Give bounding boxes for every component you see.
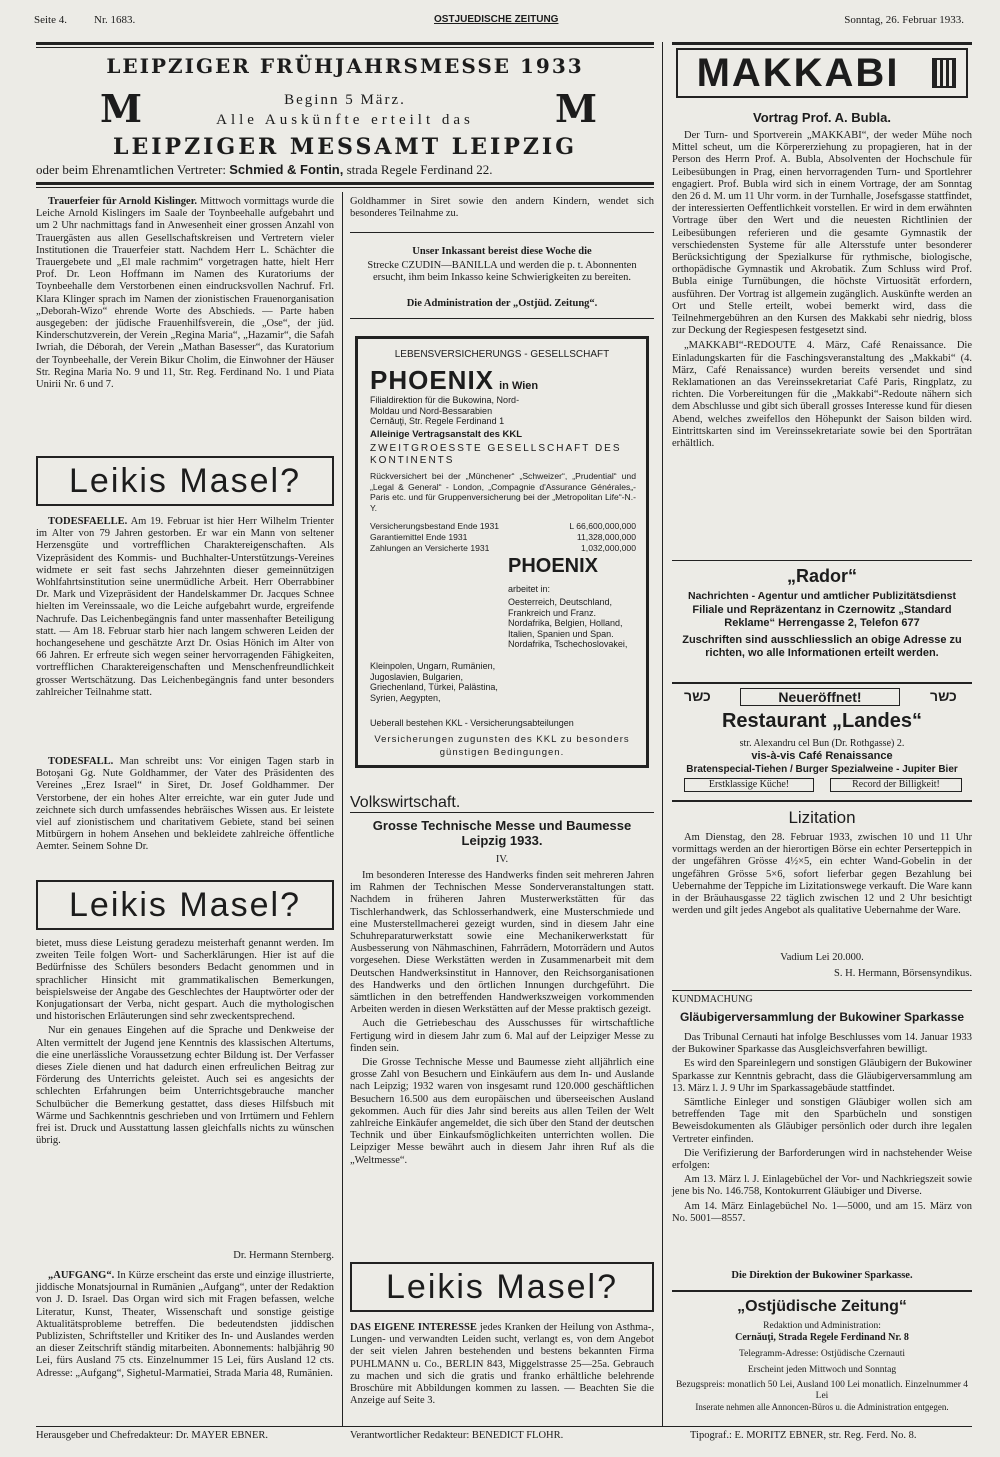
messe-p2: Auch die Getriebeschau des Ausschusses für wirtschaftliche Fertigung wird in diesem Jahr zum 6. Mal auf der Leipziger Messe zu finden sein.: [350, 1018, 654, 1054]
messe-vertreter: [36, 162, 656, 178]
messe-p3: Die Grosse Technische Messe und Baumesse zieht alljährlich eine grosse Zahl von Besuchern und Einkäufern aus dem In- und Auslande nach Leipzig; 1932 waren von insgesamt rund 120.000 geschäftlichen Besuchern 16.500 aus dem europäischen und überseeischen Ausland gekommen. Auch für dies Jahr sind bereits aus allen Teilen der Welt zahlreiche Einkäufer angemeldet, die sich über den Stand der deutschen Technik und über Einkaufsmöglichkeiten unterrichten wollen. Die Leipziger Messe bewährt auch in diesem Jahr ihren Ruf als die „Weltmesse“.: [350, 1057, 654, 1166]
footer-editor: Verantwortlicher Redakteur: BENEDICT FLOHR.: [350, 1430, 564, 1441]
makkabi-p1: Der Turn- und Sportverein „MAKKABI“, der weder Mühe noch Mittel scheut, um die Körpererziehung zu propagieren, hat in der Person des Herrn Prof. A. Bubla, Absolventen der Hochschule für Leibesübungen in Prag, einen hervorragenden Turn- und Sportlehrer engagiert. Prof. Bubla wird sich in einem Vortrage, der am Sonntag den 26 d. M. um 11 Uhr vorm. in der Turnhalle, Josefsgasse stattfindet, der interessierten Oeffentlichkeit vorstellen. Er wird in dem erwähnten Vortrage über den Wert und die neuesten Richtlinien der Leibesübungen referieren und die gesamte Gymnastik der verschiedensten Systeme für alle Altersstufe unter besonderer Berücksichtigung der Spezialkurse für rythmische, biologische, orthopädische Gymnastik und Akrobatik. Zum Schluss wird Prof. Bubla einige Turnübungen, die höchste Virtuosität erfordern, ausführen. Der Vortrag ist allgemein zugänglich. Auskünfte werden an Ort und Stelle erteilt, wobei bemerkt wird, dass die Teilnehmergebühren an den Kursen des Makkabi sehr niedrig, bloss zur Deckung der Regiespesen festgesetzt sind.: [672, 130, 972, 337]
glaeubiger-p2: Es wird den Spareinlegern und sonstigen Gläubigern der Bukowiner Sparkasse zur Kenntnis gebracht, dass die Gläubigerversammlung am 13. März l. J. 9 Uhr im Sparkassagebäude stattfindet.: [672, 1058, 972, 1094]
rador-line3: Zuschriften sind ausschliesslich an obige Adresse zu richten, wo alle Informationen erteilt werden.: [682, 634, 962, 659]
aufgang-text: In Kürze erscheint das erste und einzige illustrierte, jiddische Monatsjournal in Rumänien „Aufgang“, unter der Redaktion von J. D. Israel. Das Organ wird sich mit Fragen befassen, welche Literatur, Kunst, Theater, Wissenschaft und sonstige geistige Aktualitätsprobleme betreffen. Die bedeutendsten jiddischen Publizisten, Schriftsteller und Kritiker des In- und Auslandes werden an dieser Zeitschrift ständig mitarbeiten. Abonnements: halbjährig 90 Lei, fürs Ausland 75 cts. Einzelnummer 15 Lei, fürs Ausland 12 cts. Adresse: „Aufgang“, Sighetul-Marmatiei, Strada Maria 48, Rumänien.: [36, 1270, 334, 1379]
interesse-text: jedes Kranken der Heilung von Asthma-, Lungen- und verwandten Leiden sucht, verlangt es, von dem Angebot der seit vielen Jahren bestehenden und bestens bekannten Firma PUHLMANN u. Co., BERLIN 843, Miggelstrasse 25—25a. Gebrauch zu machen und sich die gratis und franko erhältliche belehrende Broschüre mit Abbildungen kommen zu lassen. — Beachten Sie die Anzeige auf Seite 3.: [350, 1322, 655, 1407]
makkabi-title: MAKKABI: [696, 51, 900, 95]
lizitation-body: Am Dienstag, den 28. Februar 1933, zwischen 10 und 11 Uhr vormittags werden an der hierortigen Börse ein echter Perserteppich in der ungefähren Grösse 4½×5, ein echter Wand-Gobelin in der ungefähren Grösse 5×6, sofort lieferbar gegen Bezahlung bei Uebernahme der Teppiche im Lizitationswege verkauft. Die Ware kann in der Bräuhausgasse 22 täglich zwischen 12 und 2 Uhr besichtigt werden und gilt jedes Angebot als qualitative Uebernahme der Ware.: [672, 832, 972, 917]
phoenix-heading: [370, 365, 538, 396]
trauer-article: [36, 196, 334, 446]
messe-p1: Im besonderen Interesse des Handwerks finden seit mehreren Jahren im Rahmen der Technischen Messe Sonderveranstaltungen statt. Nachdem in früheren Jahren Musterwerkstätten für das Tischlerhandwerk, das Schlosserhandwerk, eine Musterschmiede und eine Musterstellmacherei gezeigt wurden, sind in diesem Jahr eine Schuhreparaturwerkstatt sowie eine Mechanikerwerkstatt für Ausbesserung von Nähmaschinen, Fahrrädern, Motorrädern und Autos vorgesehen. Diese Werkstätten werden in Zusammenarbeit mit dem Deutschen Handwerksinstitut in Hannover, den Reichsorganisationen des Handwerks und den örtlichen Innungen durchgeführt. Die sämtlichen in den betreffenden Handwerkszweigen vorkommenden Arbeiten werden in diesen Werkstätten auf der Messe praktisch gezeigt.: [350, 870, 654, 1016]
rador-line1: Nachrichten - Agentur und amtlicher Publizitätsdienst: [688, 590, 956, 602]
rador-title: „Rador“: [786, 566, 857, 586]
oz-line5: Bezugspreis: monatlich 50 Lei, Ausland 100 Lei monatlich. Einzelnummer 4 Lei: [675, 1380, 969, 1401]
inkasso-line3: Die Administration der „Ostjüd. Zeitung“.: [406, 298, 598, 309]
lizitation-title: Lizitation: [788, 808, 856, 827]
phoenix-row-2: [370, 532, 636, 543]
goldhammer-text: Goldhammer in Siret sowie den andern Kindern, wendet sich besonderes Teilnahme zu.: [350, 196, 654, 220]
makkabi-article: [672, 130, 972, 450]
restaurant-kueche: Erstklassige Küche!: [684, 778, 814, 792]
messe-article-title: Grosse Technische Messe und Baumesse Leipzig 1933.: [372, 818, 632, 848]
phoenix-laender: Oesterreich, Deutschland, Frankreich und Franz. Nordafrika, Belgien, Holland, Italien, Spanien und Span. Nordafrika, Tschechoslovakei,: [508, 597, 628, 649]
oz-title: „Ostjüdische Zeitung“: [737, 1298, 907, 1315]
messe-logo-right: M: [555, 86, 598, 131]
kosher-right: כשר: [930, 688, 957, 704]
inkasso-line2: Strecke CZUDIN—BANILLA und werden die p. t. Abonnenten ersucht, ihm beim Inkasso keine Schwierigkeiten zu bereiten.: [367, 260, 637, 284]
glaeubiger-p3: Sämtliche Einleger und sonstigen Gläubiger wollen sich am betreffenden Tage mit den Sparbücheln und sonstigen Beweisdokumenten als Gläubiger persönlich oder durch ihre legalen Vertreter einfinden.: [672, 1097, 972, 1145]
kosher-left: כשר: [684, 688, 711, 704]
aufgang-title: „AUFGANG“.: [48, 1270, 115, 1281]
page-number: Seite 4.: [34, 14, 67, 26]
footer-printer: Tipograf.: E. MORITZ EBNER, str. Reg. Ferd. No. 8.: [690, 1430, 917, 1441]
makkabi-heading: Vortrag Prof. A. Bubla.: [753, 110, 891, 125]
masel-text-3: Leikis Masel?: [386, 1268, 618, 1306]
restaurant-vis: vis-à-vis Café Renaissance: [751, 750, 893, 762]
review-signature: Dr. Hermann Sternberg.: [233, 1250, 334, 1261]
tod-title: TODESFAELLE.: [48, 516, 128, 527]
restaurant-record: Record der Billigkeit!: [830, 778, 962, 792]
oz-line6: Inserate nehmen alle Annoncen-Büros u. die Administration entgegen.: [695, 1402, 949, 1412]
glaeubiger-p5: Am 13. März l. J. Einlagebüchel der Vor- und Nachkriegszeit sowie jene bis No. 146.758, Kontokurrent Gläubiger und Diverse.: [672, 1174, 972, 1198]
masel-ad-2: [36, 880, 334, 930]
interesse-ad: [350, 1322, 654, 1422]
masel-text-2: Leikis Masel?: [69, 886, 301, 924]
messe-article: [350, 870, 654, 1240]
tod-text: Am 19. Februar ist hier Herr Wilhelm Trienter im Alter von 79 Jahren gestorben. Er war ein Mann von seltener Herzensgüte und vortrefflichen Charaktereigenschaften. Als Vizepräsident des Kommis- und Buchhalter-Unterstützungs-Vereines widmete er seit fast sechs Jahrzehnten dieser gemeinnützigen Wohlfahrtsinstitution seine unermüdliche Arbeit. Herr Oberrabbiner Dr. Mark und Vizepräsident der Handelskammer Dr. Jacques Schnee hielten im Vereinssaale, wo die Leiche aufgebahrt wurde, ergreifende Nachrufe. Das Leichenbegängnis fand unter massenhafter Beteiligung statt. — Am 18. Februar starb hier nach langem schweren Leiden der hochangesehene und geschätzte Arzt Dr. Osias Hönich im Alter von 66 Jahren. Er erfreute sich wegen seiner hervorragenden Fähigkeiten, vortrefflichen Charaktereigenschaften und Menschenfreundlichkeit grosser Wertschätzung. Das Leichenbegängnis fand unter besonders zahlreicher Teilnahme statt.: [36, 516, 334, 698]
phoenix-title: PHOENIX: [370, 365, 495, 395]
phoenix-arbeitet: arbeitet in:: [508, 584, 551, 594]
paper-name: OSTJUEDISCHE ZEITUNG: [434, 14, 559, 25]
glaeubiger-signature: Die Direktion der Bukowiner Sparkasse.: [731, 1270, 913, 1281]
trauer-text: Mittwoch vormittags wurde die Leiche Arnold Kislingers im Saale der Toynbeehalle aufgebahrt und um 2 Uhr nachmittags fand in Anwesenheit einer grossen Anzahl von Trauergästen aus allen Gesellschaftskreisen und Vertretern vieler Institutionen die Trauerfeier statt. Nachdem Herr L. Schächter die Trauergebete und „El male rachmim“ vorgetragen hatte, hielt Herr Prof. Dr. Leon Hoffmann im Namen des Kuratoriums der Toynbeehalle dem Verstorbenen einen eindrucksvollen Nachruf. Frl. Klara Klinger sprach im Namen der zionistischen Frauenorganisation „Deborah-Wizo“ ehrende Worte des Abschieds. — Parte haben ausgegeben: der jüdische Frauenhilfsverein, die „Ose“, der jüd. Kinderschutzverein, der Verein „Regina Maria“, „Hazamir“, die Safah Iwriah, die Déborah, der Verein „Mathan Basesser“, das Kuratorium der Toynbeehalle, der Verein Bikur Cholim, die Einwohner der Häuser Str. Regina Maria No. 9 und 11, Str. Reg. Ferdinand No. 1 und Piata Unirii Nr. 6 und 7.: [36, 196, 334, 391]
masel-ad-1: [36, 456, 334, 506]
messe-logo-left: M: [100, 86, 143, 131]
oz-line3: Telegramm-Adresse: Ostjüdische Czernauti: [738, 1349, 906, 1359]
phoenix-filiale: Filialdirektion für die Bukowina, Nord-Moldau und Nord-Bessarabien Cernăuţi, Str. Regele Ferdinand 1: [370, 395, 520, 426]
page-header: [34, 14, 964, 34]
makkabi-box: [676, 48, 968, 98]
phoenix-table: [370, 521, 636, 554]
phoenix-row-3: [370, 543, 636, 554]
interesse-title: DAS EIGENE INTERESSE: [350, 1322, 477, 1333]
phoenix-rueck: Rückversichert bei der „Münchener“ „Schweizer“, „Prudential“ und „Legal & General“ - London, „Compagnie d'Assurance Générales„-Paris etc. und für Gruppenversicherung bei der „Metropolitan Life“-N.-Y.: [370, 471, 636, 513]
phoenix-row-label: Versicherungsbestand Ende 1931: [370, 521, 500, 531]
phoenix-alleinige: Alleinige Vertragsanstalt des KKL: [370, 429, 523, 440]
vertreter-name: Schmied & Fontin,: [229, 162, 344, 177]
phoenix-wien: in Wien: [499, 380, 539, 392]
restaurant-name: Restaurant „Landes“: [721, 710, 923, 732]
phoenix-ad: [355, 336, 649, 768]
masel-text-1: Leikis Masel?: [69, 462, 301, 500]
phoenix-bottom: Versicherungen zugunsten des KKL zu besonders günstigen Bedingungen.: [374, 734, 630, 758]
oz-line1: Redaktion und Administration:: [763, 1321, 881, 1331]
oz-line4: Erscheint jeden Mittwoch und Sonntag: [747, 1365, 897, 1375]
lizitation-text: [672, 832, 972, 950]
rador-line2: Filiale und Repräzentanz in Czernowitz „Standard Reklame“ Herrengasse 2, Telefon 677: [692, 604, 952, 629]
restaurant-spec: Bratenspecial-Tiehen / Burger Spezialweine - Jupiter Bier: [686, 764, 958, 775]
review-p2: Nur ein genaues Eingehen auf die Sprache und Denkweise der Alten vermittelt der Jugend jene Kenntnis des klassischen Altertums, die eine unerlässliche Voraussetzung echter Bildung ist. Der Verfasser dieses Ziele dienen und hat dadurch einen erfreulichen Beitrag zur Förderung des Unterrichts geleistet. Auch sei es angesichts der schlechten Erfahrungen beim Unterrichtsgebrauche mancher Schulbücher die Bemerkung gestattet, dass dieses Hilfsbuch mit Wärme und Sachkenntnis geschrieben und von Irrtümern und Fehlern frei ist. Druck und Ausstattung lassen gleichfalls nichts zu wünschen übrig.: [36, 1025, 334, 1147]
masel-ad-3: [350, 1262, 654, 1312]
trauer-title: Trauerfeier für Arnold Kislinger.: [48, 196, 198, 207]
makkabi-p2: „MAKKABI“-REDOUTE 4. März, Café Renaissance. Die Einladungskarten für die Faschingsveranstaltung des „Makkabi“ (4. März, Café Renaissance) wurden bereits versendet und sind Reklamationen an das Vereinssekretariat Café Paris, Ringplatz, zu richten. Die Vorbereitungen für die „Makkabi“-Redoute nähern sich dem Abschlusse und gibt sich überall grosses Interesse kund für diesen Abend, welches zweifellos den Höhepunkt der Saison bilden wird. Eintrittskarten sind im Vereinssekretariate sowie bei den Sporträtan erhältlich.: [672, 340, 972, 450]
lizitation-signature: S. H. Hermann, Börsensyndikus.: [834, 968, 972, 979]
lizitation-vadium: Vadium Lei 20.000.: [780, 952, 864, 963]
glaeubiger-p4: Die Verifizierung der Barforderungen wird in nachstehender Weise erfolgen:: [672, 1147, 972, 1172]
makkabi-emblem-icon: [932, 58, 956, 88]
goldhammer-cont: [350, 196, 654, 228]
messe-title: LEIPZIGER FRÜHJAHRSMESSE 1933: [106, 54, 584, 78]
kundmachung-label: KUNDMACHUNG: [672, 994, 753, 1005]
neueroeffnet: Neueröffnet!: [740, 688, 900, 706]
phoenix-zweit: ZWEITGROESSTE GESELLSCHAFT DES KONTINENTS: [370, 443, 622, 466]
phoenix-top: LEBENSVERSICHERUNGS - GESELLSCHAFT: [394, 349, 610, 360]
oz-line2: Cernăuţi, Strada Regele Ferdinand Nr. 8: [735, 1332, 909, 1343]
messe-article-num: IV.: [495, 854, 509, 865]
phoenix-row-1: [370, 521, 636, 532]
aufgang-article: [36, 1270, 334, 1418]
phoenix-laender2: Kleinpolen, Ungarn, Rumänien, Jugoslavien, Bulgarien, Griechenland, Türkei, Palästina, Syrien, Aegypten,: [370, 661, 498, 703]
issue-date: Sonntag, 26. Februar 1933.: [844, 14, 964, 26]
vertreter-prefix: oder beim Ehrenamtlichen Vertreter:: [36, 162, 226, 177]
issue-number: Nr. 1683.: [94, 14, 136, 26]
phoenix-title-2: PHOENIX: [508, 555, 599, 577]
phoenix-row-label: Zahlungen an Versicherte 1931: [370, 543, 490, 553]
tod2-text: Man schreibt uns: Vor einigen Tagen starb in Botoşani Gg. Nute Goldhammer, der Vater des Präsidenten des Vereines „Erez Israel“ in Siret, Dr. Josef Goldhammer. Der Verstorbene, der ein hohes Alter erreichte, war ein guter Jude und zeichnete sich durch umfassendes hebräisches Wissen aus. Er leistete viel auf zionistischem und charitativem Gebiete, stand bei seinen Mitbürgern in hohem Ansehen und bekleidete zahlreiche öffentliche Aemter. Seinem Sohne Dr.: [36, 756, 335, 853]
phoenix-row-value: 11,328,000,000: [576, 532, 636, 542]
review-article: [36, 938, 334, 1258]
phoenix-row-value: 1,032,000,000: [581, 543, 636, 553]
todesfall-article: [36, 756, 334, 874]
phoenix-row-label: Garantiemittel Ende 1931: [370, 532, 468, 542]
inkasso-line1: Unser Inkassant bereist diese Woche die: [412, 246, 592, 257]
phoenix-row-value: L 66,600,000,000: [569, 521, 636, 531]
messe-line1: Beginn 5 März.: [284, 92, 406, 108]
glaeubiger-article: [672, 1032, 972, 1268]
glaeubiger-p6: Am 14. März Einlagebüchel No. 1—5000, und am 15. März von No. 5001—8557.: [672, 1200, 972, 1224]
messe-amt: LEIPZIGER MESSAMT LEIPZIG: [113, 134, 577, 160]
todesfaelle-article: [36, 516, 334, 756]
glaeubiger-p1: Das Tribunal Cernauti hat infolge Beschlusses vom 14. Januar 1933 der Bukowiner Sparkasse das Ausgleichsverfahren bewilligt.: [672, 1032, 972, 1056]
review-p1: bietet, muss diese Leistung geradezu meisterhaft genannt werden. Im zweiten Teile folgen Wort- und Sacherklärungen. Hier ist auf die Bedürfnisse des Schülers besonders Bedacht genommen und in sprachlicher Hinsicht mit grammatikalischen Bemerkungen, beispielsweise der Angabe des Geschlechtes der Hauptwörter oder der Konjugationsart der Verba, nicht gespart. Auch die mythologischen und historischen Erläuterungen sind sehr zweckentsprechend.: [36, 938, 334, 1023]
restaurant-address: str. Alexandru cel Bun (Dr. Rothgasse) 2.: [739, 738, 905, 749]
tod2-title: TODESFALL.: [48, 756, 114, 767]
glaeubiger-title: Gläubigerversammlung der Bukowiner Sparkasse: [679, 1010, 965, 1024]
vertreter-address: strada Regele Ferdinand 22.: [346, 162, 493, 177]
messe-line2: Alle Auskünfte erteilt das: [216, 112, 474, 128]
phoenix-kkl: Ueberall bestehen KKL - Versicherungsabteilungen: [370, 718, 574, 728]
footer-publisher: Herausgeber und Chefredakteur: Dr. MAYER EBNER.: [36, 1430, 269, 1441]
volkswirtschaft-heading: Volkswirtschaft.: [350, 794, 461, 811]
